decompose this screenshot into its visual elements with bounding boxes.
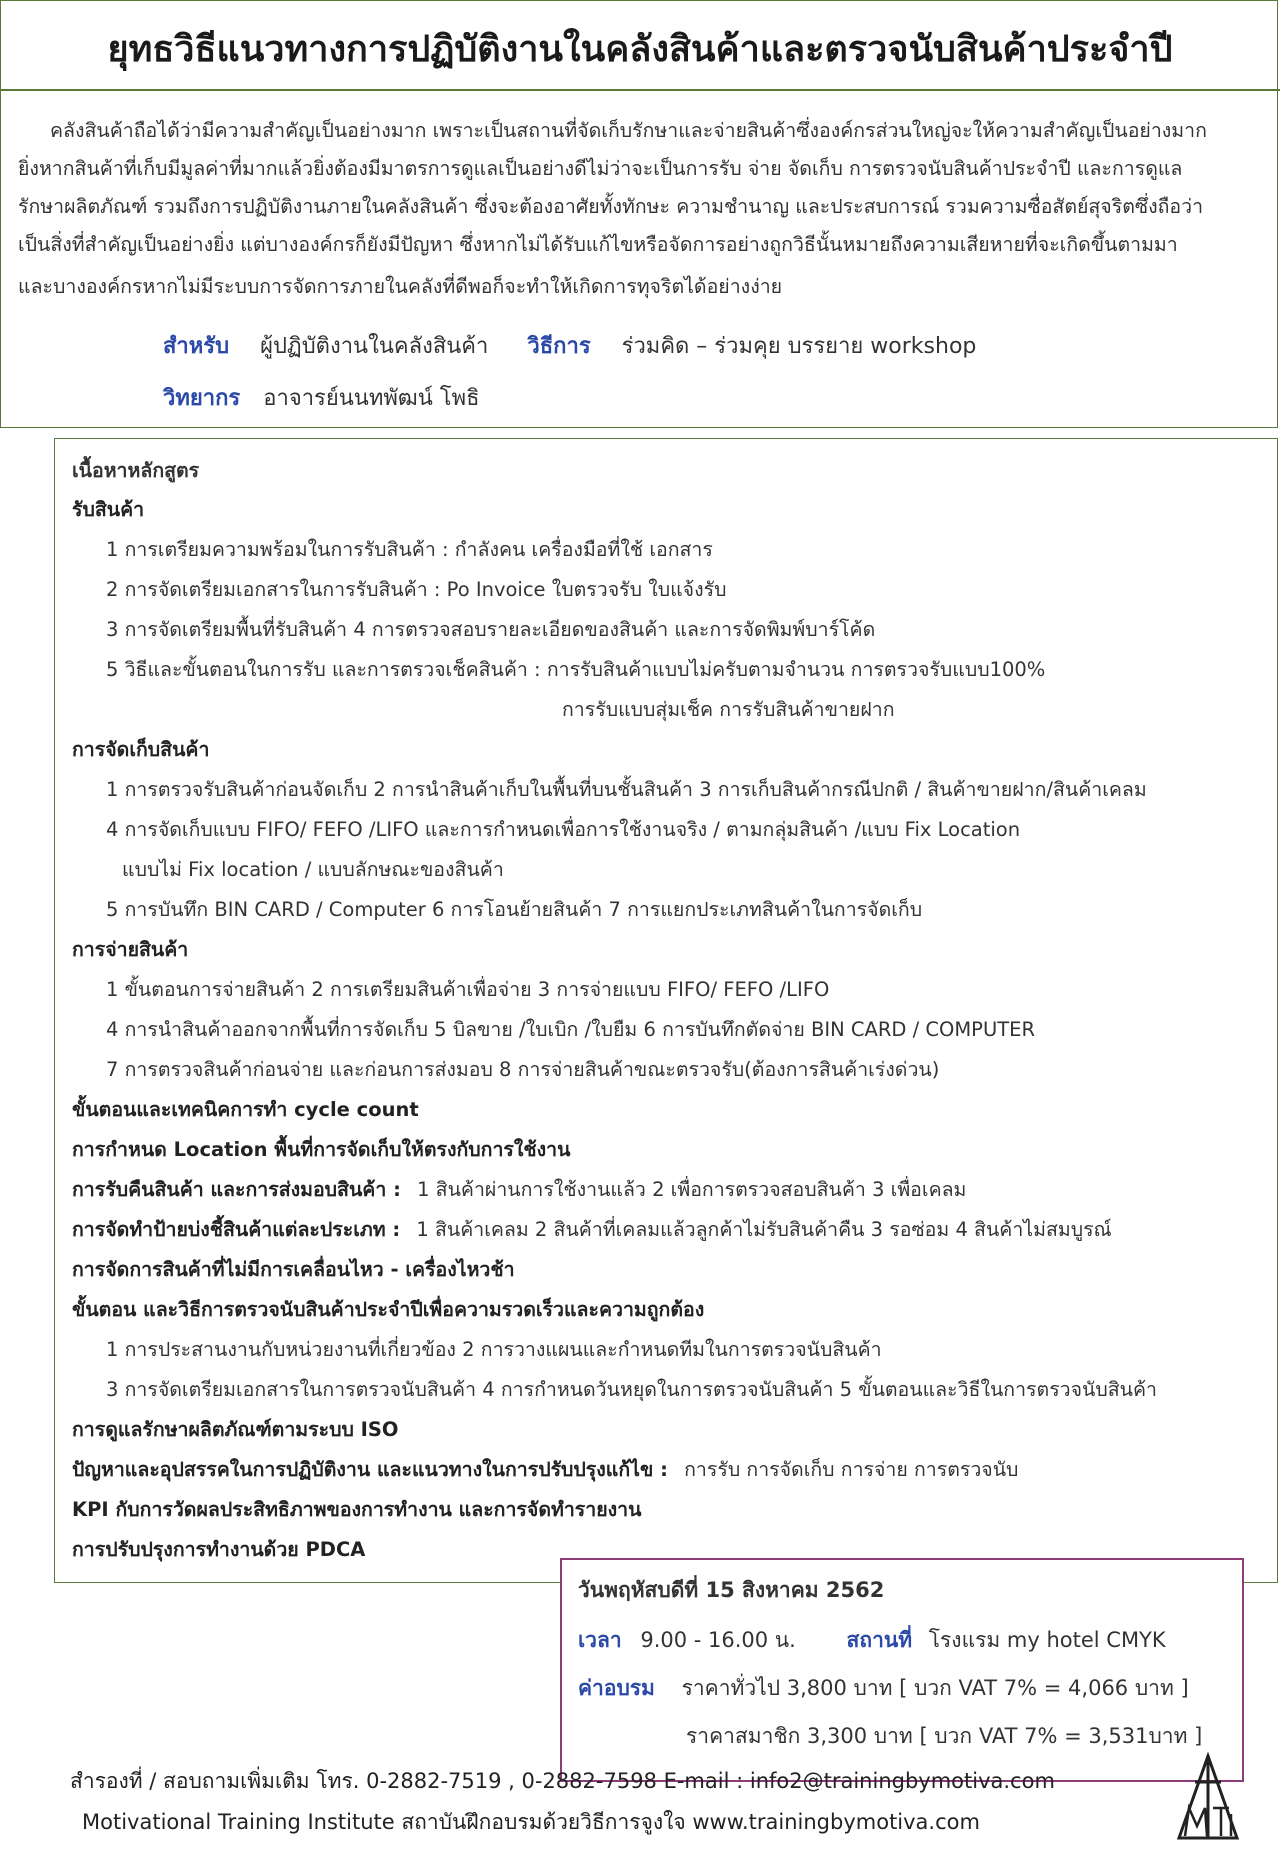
receive-item: 3 การจัดเตรียมพื้นที่รับสินค้า 4 การตรวจสอบรายละเอียดของสินค้า และการจัดพิมพ์บาร์โค้ด — [106, 618, 876, 641]
speaker-value: อาจารย์นนทพัฒน์ โพธิ — [263, 386, 480, 411]
location-topic: การกำหนด Location พื้นที่การจัดเก็บให้ตรงกับการใช้งาน — [72, 1138, 571, 1161]
annual-count-item: 3 การจัดเตรียมเอกสารในการตรวจนับสินค้า 4 การกำหนดวันหยุดในการตรวจนับสินค้า 5 ขั้นตอนและวิธีในการตรวจนับสินค้า — [106, 1378, 1157, 1401]
time-label: เวลา — [578, 1628, 622, 1652]
return-items: 1 สินค้าผ่านการใช้งานแล้ว 2 เพื่อการตรวจสอบสินค้า 3 เพื่อเคลม — [417, 1178, 967, 1201]
storage-item: 5 การบันทึก BIN CARD / Computer 6 การโอนย้ายสินค้า 7 การแยกประเภทสินค้าในการจัดเก็บ — [106, 898, 923, 921]
audience-row — [163, 328, 976, 363]
fee-member: ราคาสมาชิก 3,300 บาท [ บวก VAT 7% = 3,531บาท ] — [686, 1724, 1203, 1748]
schedule-date: วันพฤหัสบดีที่ 15 สิงหาคม 2562 — [578, 1578, 885, 1602]
speaker-label: วิทยากร — [163, 386, 241, 411]
page-title: ยุทธวิธีแนวทางการปฏิบัติงานในคลังสินค้าและตรวจนับสินค้าประจำปี — [107, 29, 1173, 70]
receive-item: 2 การจัดเตรียมเอกสารในการรับสินค้า : Po Invoice ใบตรวจรับ ใบแจ้งรับ — [106, 578, 727, 601]
storage-item: แบบไม่ Fix location / แบบลักษณะของสินค้า — [122, 858, 504, 881]
time-venue-row — [578, 1624, 1166, 1657]
label-title: การจัดทำป้ายบ่งชี้สินค้าแต่ละประเภท : — [72, 1218, 401, 1241]
contact-line: สำรองที่ / สอบถามเพิ่มเติม โทร. 0-2882-7519 , 0-2882-7598 E-mail : info2@trainingbymotiva.com — [70, 1769, 1055, 1793]
intro-line: และบางองค์กรหากไม่มีระบบการจัดการภายในคลังที่ดีพอก็จะทำให้เกิดการทุจริตได้อย่างง่าย — [18, 275, 783, 298]
method-value: ร่วมคิด – ร่วมคุย บรรยาย workshop — [621, 334, 977, 359]
return-title: การรับคืนสินค้า และการส่งมอบสินค้า : — [72, 1178, 401, 1201]
problems-items: การรับ การจัดเก็บ การจ่าย การตรวจนับ — [684, 1458, 1019, 1481]
label-row — [72, 1214, 1112, 1245]
receive-item: การรับแบบสุ่มเช็ค การรับสินค้าขายฝาก — [562, 698, 895, 721]
dispatch-item: 1 ขั้นตอนการจ่ายสินค้า 2 การเตรียมสินค้าเพื่อจ่าย 3 การจ่ายแบบ FIFO/ FEFO /LIFO — [106, 978, 830, 1001]
dispatch-title: การจ่ายสินค้า — [72, 938, 189, 961]
intro-line: ยิ่งหากสินค้าที่เก็บมีมูลค่าที่มากแล้วยิ่งต้องมีมาตรการดูแลเป็นอย่างดีไม่ว่าจะเป็นการรับ จ่าย จัดเก็บ การตรวจนับสินค้าประจำปี และการดูแล — [18, 157, 1183, 180]
schedule-box — [560, 1558, 1244, 1782]
fee-general: ราคาทั่วไป 3,800 บาท [ บวก VAT 7% = 4,066 บาท ] — [681, 1676, 1189, 1700]
course-content-box — [54, 438, 1278, 1583]
venue-label: สถานที่ — [846, 1628, 913, 1652]
label-items: 1 สินค้าเคลม 2 สินค้าที่เคลมแล้วลูกค้าไม่รับสินค้าคืน 3 รอซ่อม 4 สินค้าไม่สมบูรณ์ — [416, 1218, 1112, 1241]
annual-count-title: ขั้นตอน และวิธีการตรวจนับสินค้าประจำปีเพื่อความรวดเร็วและความถูกต้อง — [72, 1298, 705, 1321]
receive-item: 1 การเตรียมความพร้อมในการรับสินค้า : กำลังคน เครื่องมือที่ใช้ เอกสาร — [106, 538, 713, 561]
venue-value: โรงแรม my hotel CMYK — [928, 1628, 1166, 1652]
content-heading: เนื้อหาหลักสูตร — [72, 459, 200, 482]
intro-line: คลังสินค้าถือได้ว่ามีความสำคัญเป็นอย่างมาก เพราะเป็นสถานที่จัดเก็บรักษาและจ่ายสินค้าซึ่งองค์กรส่วนใหญ่จะให้ความสำคัญเป็นอย่างมาก — [50, 119, 1207, 142]
receive-item: 5 วิธีและขั้นตอนในการรับ และการตรวจเช็คสินค้า : การรับสินค้าแบบไม่ครับตามจำนวน การตรวจรับแบบ100% — [106, 658, 1046, 681]
dispatch-item: 7 การตรวจสินค้าก่อนจ่าย และก่อนการส่งมอบ 8 การจ่ายสินค้าขณะตรวจรับ(ต้องการสินค้าเร่งด่วน) — [106, 1058, 940, 1081]
problems-row — [72, 1454, 1018, 1485]
method-label: วิธีการ — [527, 334, 591, 359]
storage-title: การจัดเก็บสินค้า — [72, 738, 210, 761]
storage-item: 4 การจัดเก็บแบบ FIFO/ FEFO /LIFO และการกำหนดเพื่อการใช้งานจริง / ตามกลุ่มสินค้า /แบบ Fix Location — [106, 818, 1021, 841]
mti-logo-icon — [1175, 1752, 1241, 1842]
dispatch-item: 4 การนำสินค้าออกจากพื้นที่การจัดเก็บ 5 บิลขาย /ใบเบิก /ใบยืม 6 การบันทึกตัดจ่าย BIN CARD / COMPUTER — [106, 1018, 1035, 1041]
receive-title: รับสินค้า — [72, 498, 145, 521]
pdca-topic: การปรับปรุงการทำงานด้วย PDCA — [72, 1538, 366, 1561]
intro-line: รักษาผลิตภัณฑ์ รวมถึงการปฏิบัติงานภายในคลังสินค้า ซึ่งจะต้องอาศัยทั้งทักษะ ความชำนาญ และประสบการณ์ รวมความซื่อสัตย์สุจริตซึ่งถือว่า — [18, 195, 1204, 218]
problems-title: ปัญหาและอุปสรรคในการปฏิบัติงาน และแนวทางในการปรับปรุงแก้ไข : — [72, 1458, 668, 1481]
for-value: ผู้ปฏิบัติงานในคลังสินค้า — [260, 334, 489, 359]
iso-topic: การดูแลรักษาผลิตภัณฑ์ตามระบบ ISO — [72, 1418, 399, 1441]
institute-line: Motivational Training Institute สถาบันฝึกอบรมด้วยวิธีการจูงใจ www.trainingbymotiva.com — [82, 1810, 980, 1834]
time-value: 9.00 - 16.00 น. — [640, 1628, 796, 1652]
intro-line: เป็นสิ่งที่สำคัญเป็นอย่างยิ่ง แต่บางองค์กรก็ยังมีปัญหา ซึ่งหากไม่ได้รับแก้ไขหรือจัดการอย่างถูกวิธีนั้นหมายถึงความเสียหายที่จะเกิดขึ้นตามมา — [18, 233, 1178, 256]
speaker-row — [163, 380, 480, 415]
fee-row — [578, 1672, 1189, 1705]
storage-item: 1 การตรวจรับสินค้าก่อนจัดเก็บ 2 การนำสินค้าเก็บในพื้นที่บนชั้นสินค้า 3 การเก็บสินค้ากรณีปกติ / สินค้าขายฝาก/สินค้าเคลม — [106, 778, 1147, 801]
cycle-count-topic: ขั้นตอนและเทคนิคการทำ cycle count — [72, 1098, 419, 1121]
annual-count-item: 1 การประสานงานกับหน่วยงานที่เกี่ยวข้อง 2 การวางแผนและกำหนดทีมในการตรวจนับสินค้า — [106, 1338, 882, 1361]
for-label: สำหรับ — [163, 334, 230, 359]
fee-label: ค่าอบรม — [578, 1676, 655, 1700]
slow-moving-topic: การจัดการสินค้าที่ไม่มีการเคลื่อนไหว - เครื่องไหวช้า — [72, 1258, 515, 1281]
kpi-topic: KPI กับการวัดผลประสิทธิภาพของการทำงาน และการจัดทำรายงาน — [72, 1498, 642, 1521]
return-row — [72, 1174, 966, 1205]
